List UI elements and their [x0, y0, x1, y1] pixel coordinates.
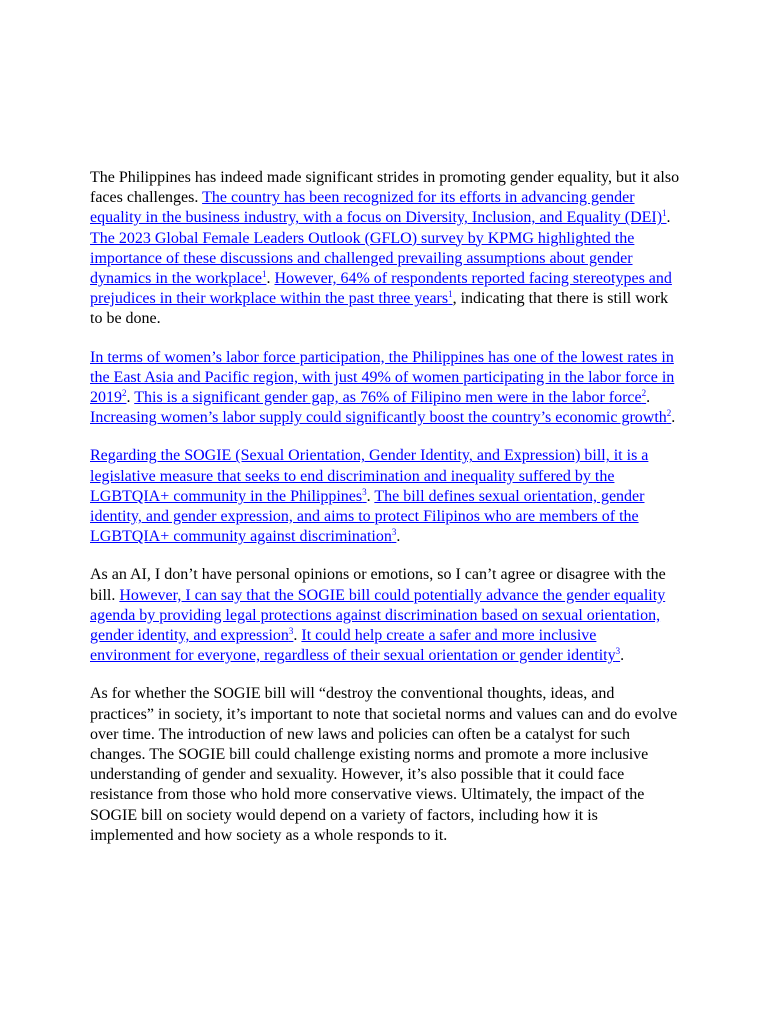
citation-link[interactable]: [134, 389, 646, 406]
citation-link-text: This is a significant gender gap, as 76% of Filipino men were in the labor force: [134, 389, 642, 407]
citation-number: 1: [662, 208, 667, 219]
citation-link-text: Regarding the SOGIE (Sexual Orientation, Gender Identity, and Expression) bill, it is a legislative measure that seeks to end discrimination and inequality suffered by the LGBTQIA+ community in the Philippines: [90, 447, 649, 505]
citation-number: 3: [288, 626, 294, 637]
body-text: .: [620, 647, 625, 665]
document-body: [90, 168, 680, 864]
citation-number: 3: [615, 646, 621, 657]
citation-number: 1: [261, 269, 267, 280]
paragraph: [90, 565, 680, 666]
body-text: As an AI, I don’t have personal opinions or emotions, so I can’t agree or disagree with the bill.: [90, 566, 666, 604]
body-text: As for whether the SOGIE bill will “destroy the conventional thoughts, ideas, and practices” in society, it’s important to note that societal norms and values can and do evolve over time. The introduction of new laws and policies can often be a catalyst for such changes. The SOGIE bill could challenge existing norms and promote a more inclusive understanding of gender and sexuality. However, it’s also possible that it could face resistance from those who hold more conservative views. Ultimately, the impact of the SOGIE bill on society would depend on a variety of factors, including how it is implemented and how society as a whole responds to it.: [90, 685, 678, 844]
citation-link-text: However, 64% of respondents reported facing stereotypes and prejudices in their workplace within the past three years: [90, 270, 672, 308]
citation-number: 2: [641, 388, 647, 399]
body-text: .: [396, 528, 401, 546]
body-text: .: [666, 209, 671, 227]
citation-number: 1: [448, 289, 453, 300]
paragraph: [90, 446, 680, 547]
body-text: , indicating that there is still work to be done.: [90, 290, 669, 328]
body-text: .: [293, 627, 302, 645]
citation-number: 3: [362, 486, 367, 497]
body-text: .: [266, 270, 275, 288]
paragraph: [90, 684, 680, 846]
body-text: The Philippines has indeed made significant strides in promoting gender equality, but it also faces challenges.: [90, 169, 680, 207]
citation-link-text: It could help create a safer and more inclusive environment for everyone, regardless of their sexual orientation or gender identity: [90, 627, 616, 665]
citation-link[interactable]: [90, 409, 671, 426]
citation-link-text: The country has been recognized for its efforts in advancing gender equality in the business industry, with a focus on Diversity, Inclusion, and Equality (DEI): [90, 189, 663, 227]
paragraph: [90, 168, 680, 330]
citation-link-text: The bill defines sexual orientation, gender identity, and gender expression, and aims to protect Filipinos who are members of the LGBTQIA+ community against discrimination: [90, 487, 645, 546]
body-text: .: [126, 389, 135, 407]
citation-link-text: Increasing women’s labor supply could significantly boost the country’s economic growth: [90, 409, 667, 427]
citation-link-text: The 2023 Global Female Leaders Outlook (GFLO) survey by KPMG highlighted the importance of these discussions and challenged prevailing assumptions about gender dynamics in the workplace: [90, 229, 635, 288]
body-text: .: [366, 487, 375, 505]
citation-number: 2: [122, 388, 127, 399]
citation-number: 2: [666, 408, 672, 419]
body-text: .: [646, 389, 651, 407]
body-text: .: [671, 409, 676, 427]
citation-link-text: However, I can say that the SOGIE bill could potentially advance the gender equality agenda by providing legal protections against discrimination based on sexual orientation, gender identity, and expression: [90, 586, 666, 645]
citation-link-text: In terms of women’s labor force participation, the Philippines has one of the lowest rates in the East Asia and Pacific region, with just 49% of women participating in the labor force in 2019: [90, 348, 675, 407]
citation-number: 3: [391, 527, 397, 538]
paragraph: [90, 348, 680, 429]
